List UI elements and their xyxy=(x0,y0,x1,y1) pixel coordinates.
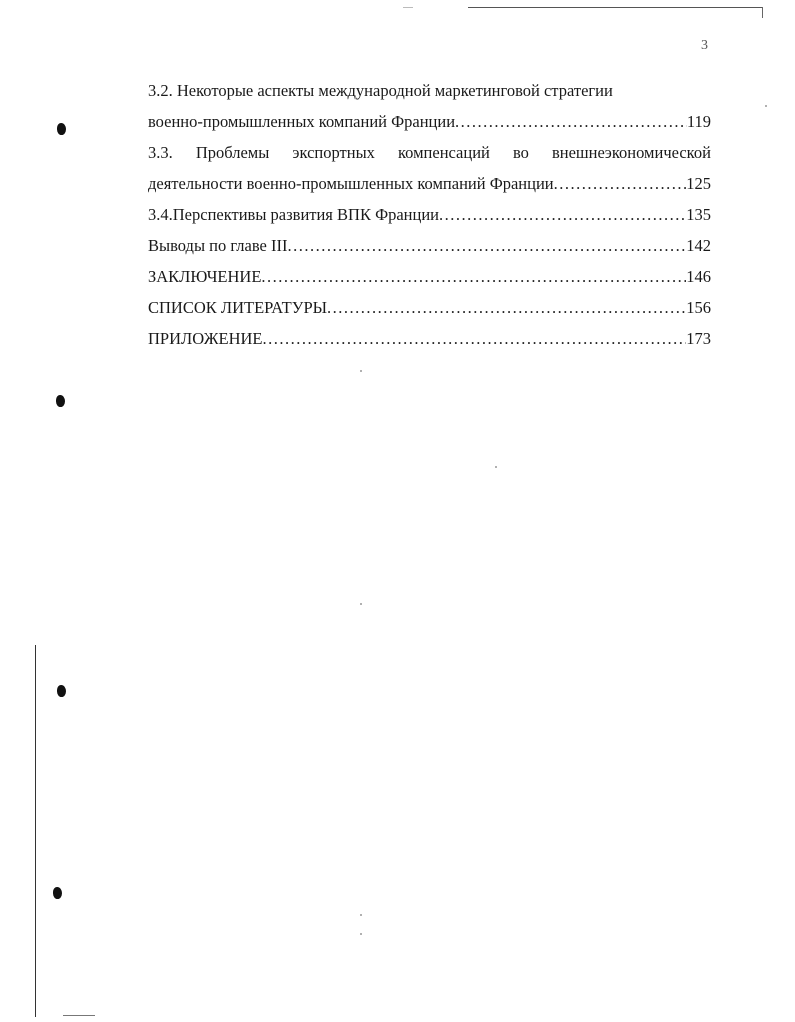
toc-entry-3-4 xyxy=(148,205,711,229)
toc-entry-page: 142 xyxy=(686,236,711,255)
scan-speck xyxy=(360,914,362,916)
toc-entry-text: СПИСОК ЛИТЕРАТУРЫ xyxy=(148,298,328,317)
toc-entry-conclusions-chapter-3 xyxy=(148,236,711,260)
toc-leader-dots xyxy=(439,205,686,225)
toc-entry-3-3-line-1 xyxy=(148,143,711,167)
scan-speck xyxy=(360,370,362,372)
top-scan-line-end xyxy=(762,7,763,18)
toc-word: 3.3. xyxy=(148,143,173,162)
toc-entry-page: 146 xyxy=(686,267,711,286)
toc-entry-page: 135 xyxy=(686,205,711,224)
scan-speck xyxy=(765,105,767,107)
toc-word: Проблемы xyxy=(195,143,270,162)
bottom-scan-line xyxy=(63,1015,95,1016)
toc-word: во xyxy=(512,143,529,162)
toc-entry-text: 3.4.Перспективы развития ВПК Франции xyxy=(148,205,440,224)
toc-entry-text: деятельности военно-промышленных компаний Франции xyxy=(148,174,554,193)
page-number: 3 xyxy=(701,38,708,53)
toc-word: внешнеэкономической xyxy=(551,143,711,162)
toc-entry-3-3-line-2 xyxy=(148,174,711,198)
left-scan-edge xyxy=(35,645,36,1017)
binder-hole-mark xyxy=(57,685,66,697)
toc-entry-page: 125 xyxy=(686,174,711,193)
toc-entry-page: 156 xyxy=(686,298,711,317)
scan-speck xyxy=(360,603,362,605)
toc-entry-text: ПРИЛОЖЕНИЕ xyxy=(148,329,263,348)
toc-word: компенсаций xyxy=(397,143,490,162)
toc-entry-3-2-line-2 xyxy=(148,112,711,136)
toc-entry-text: Выводы по главе III xyxy=(148,236,288,255)
toc-entry-text: ЗАКЛЮЧЕНИЕ xyxy=(148,267,262,286)
toc-entry-text: 3.2. Некоторые аспекты международной маркетинговой стратегии xyxy=(148,81,613,100)
binder-hole-mark xyxy=(56,395,65,407)
toc-leader-dots xyxy=(261,267,686,287)
scan-speck xyxy=(360,933,362,935)
toc-entry-appendix xyxy=(148,329,711,353)
toc-leader-dots xyxy=(327,298,686,318)
scan-speck xyxy=(495,466,497,468)
toc-entry-page: 173 xyxy=(686,329,711,348)
toc-entry-conclusion xyxy=(148,267,711,291)
toc-leader-dots xyxy=(554,174,687,194)
scan-speck xyxy=(403,7,413,8)
binder-hole-mark xyxy=(57,123,66,135)
toc-entry-references xyxy=(148,298,711,322)
toc-entry-3-2-line-1 xyxy=(148,81,711,105)
toc-leader-dots xyxy=(455,112,687,132)
toc-entry-page: 119 xyxy=(686,112,711,131)
binder-hole-mark xyxy=(53,887,62,899)
toc-leader-dots xyxy=(262,329,686,349)
toc-entry-text xyxy=(148,143,711,163)
top-scan-line xyxy=(468,7,762,8)
toc-word: экспортных xyxy=(292,143,375,162)
toc-leader-dots xyxy=(287,236,686,256)
toc-entry-text: военно-промышленных компаний Франции xyxy=(148,112,456,131)
